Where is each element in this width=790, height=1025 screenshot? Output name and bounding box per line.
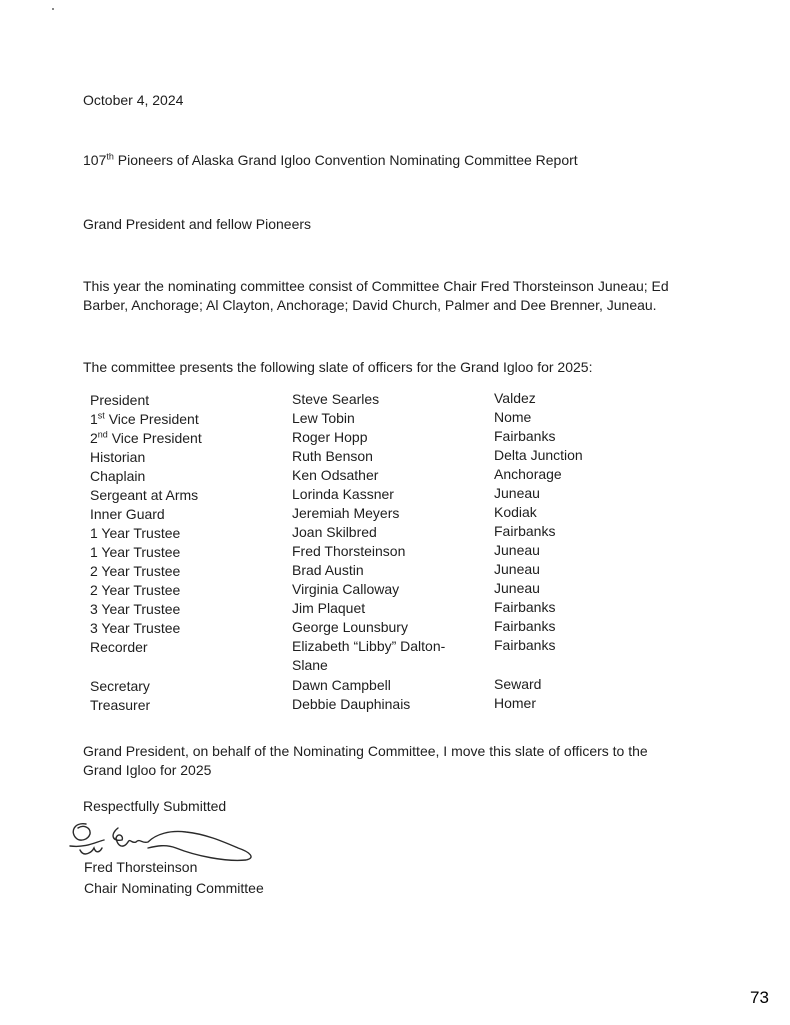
officer-role: Historian (90, 449, 146, 465)
officer-city: Kodiak (494, 504, 537, 520)
closing: Respectfully Submitted (83, 798, 227, 814)
officer-name: Elizabeth “Libby” Dalton-Slane (292, 638, 446, 673)
officer-name: Joan Skilbred (292, 524, 377, 540)
officer-role: President (90, 392, 150, 408)
officer-role: Treasurer (90, 697, 151, 713)
officer-role: 2nd Vice President (90, 429, 202, 446)
officer-name: Jim Plaquet (292, 600, 366, 616)
officer-role: 2 Year Trustee (90, 582, 181, 598)
officer-role: 1 Year Trustee (90, 525, 181, 541)
officer-city: Nome (494, 409, 532, 425)
officer-city: Delta Junction (494, 447, 583, 463)
officer-name: Virginia Calloway (292, 581, 400, 597)
officer-name: Lew Tobin (292, 410, 355, 426)
officer-city: Anchorage (494, 466, 562, 482)
officer-role: 1st Vice President (90, 410, 199, 427)
officer-role: 1 Year Trustee (90, 544, 181, 560)
officer-city: Fairbanks (494, 618, 556, 634)
page-number: 73 (750, 988, 769, 1007)
officer-city: Fairbanks (494, 523, 556, 539)
officer-city: Fairbanks (494, 599, 556, 615)
officer-role: Sergeant at Arms (90, 487, 199, 503)
officer-role: Secretary (90, 678, 150, 694)
officer-role: 3 Year Trustee (90, 620, 181, 636)
officer-name: Lorinda Kassner (292, 486, 394, 502)
signer-title: Chair Nominating Committee (84, 880, 264, 896)
officer-name: Roger Hopp (292, 429, 368, 445)
slate-intro: The committee presents the following slate of officers for the Grand Igloo for 2025: (83, 359, 593, 375)
officer-role: Inner Guard (90, 506, 165, 522)
signature-image (66, 818, 261, 863)
officer-name: George Lounsbury (292, 619, 408, 635)
officer-role: Chaplain (90, 468, 146, 484)
officer-name: Ken Odsather (292, 467, 379, 483)
officer-name: Steve Searles (292, 391, 380, 407)
officer-city: Juneau (494, 485, 540, 501)
officer-role: Recorder (90, 639, 148, 655)
officer-city: Fairbanks (494, 637, 556, 653)
report-title: 107th Pioneers of Alaska Grand Igloo Convention Nominating Committee Report (83, 151, 578, 168)
officer-name: Fred Thorsteinson (292, 543, 406, 559)
officer-city: Juneau (494, 580, 540, 596)
officer-city: Seward (494, 676, 542, 692)
motion-paragraph: Grand President, on behalf of the Nominating Committee, I move this slate of officers to the Grand Igloo for 2025 (83, 743, 648, 778)
officer-city: Valdez (494, 390, 536, 406)
officer-role: 2 Year Trustee (90, 563, 181, 579)
officer-city: Fairbanks (494, 428, 556, 444)
officer-name: Ruth Benson (292, 448, 373, 464)
officer-name: Dawn Campbell (292, 677, 391, 693)
letter-date: October 4, 2024 (83, 92, 184, 108)
scan-speck (52, 8, 54, 10)
officer-name: Debbie Dauphinais (292, 696, 411, 712)
officer-role: 3 Year Trustee (90, 601, 181, 617)
officer-city: Juneau (494, 561, 540, 577)
salutation: Grand President and fellow Pioneers (83, 216, 312, 232)
officer-name: Brad Austin (292, 562, 364, 578)
officer-city: Homer (494, 695, 537, 711)
officer-city: Juneau (494, 542, 540, 558)
officer-name: Jeremiah Meyers (292, 505, 400, 521)
signer-name: Fred Thorsteinson (84, 859, 198, 875)
committee-paragraph: This year the nominating committee consist of Committee Chair Fred Thorsteinson Juneau; Ed Barber, Anchorage; Al Clayton, Anchorage; David Church, Palmer and Dee Brenner, Juneau. (83, 278, 669, 313)
